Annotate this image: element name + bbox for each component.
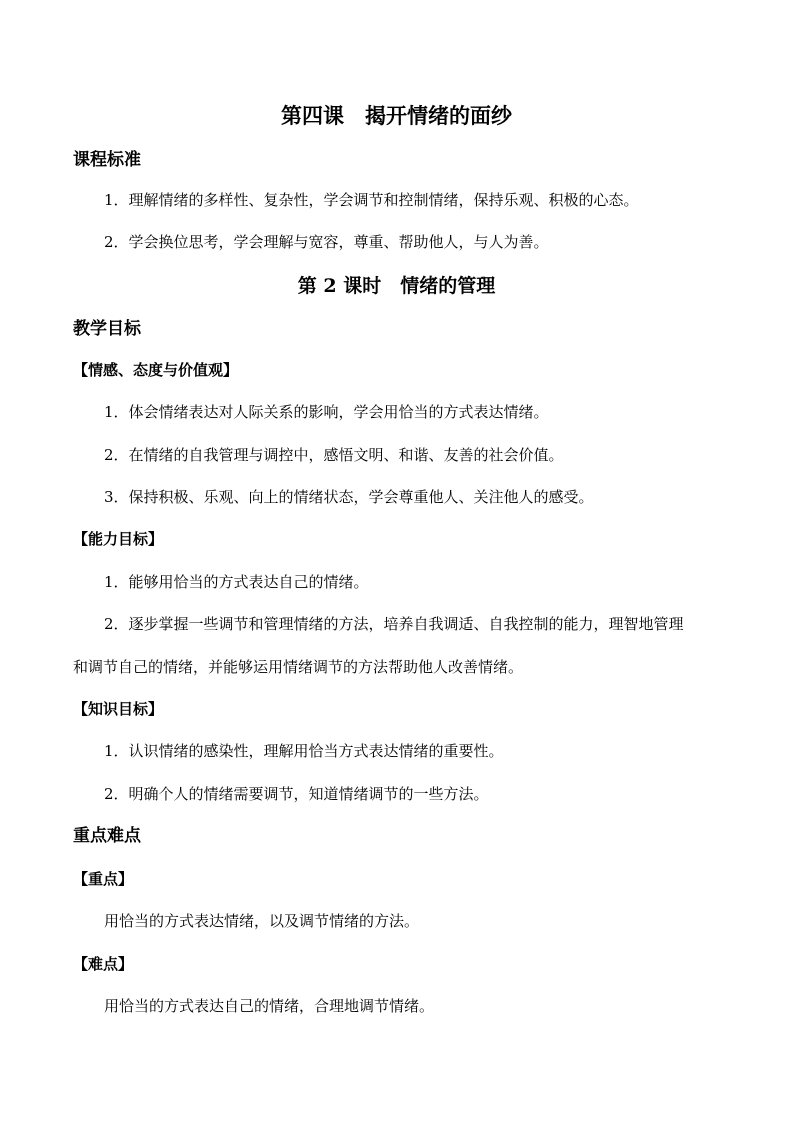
ability-goals-label: 【能力目标】 xyxy=(73,530,164,548)
key-point-text: 用恰当的方式表达情绪，以及调节情绪的方法。 xyxy=(104,912,420,930)
emotion-goal-item-2: 2．在情绪的自我管理与调控中，感悟文明、和谐、友善的社会价值。 xyxy=(104,446,564,464)
course-standard-item-2: 2．学会换位思考，学会理解与宽容，尊重、帮助他人，与人为善。 xyxy=(104,233,549,251)
difficult-point-text: 用恰当的方式表达自己的情绪，合理地调节情绪。 xyxy=(104,997,435,1015)
difficult-point-label: 【难点】 xyxy=(73,955,134,973)
ability-goal-item-2-line-2: 和调节自己的情绪，并能够运用情绪调节的方法帮助他人改善情绪。 xyxy=(73,658,524,676)
emotion-goal-item-3: 3．保持积极、乐观、向上的情绪状态，学会尊重他人、关注他人的感受。 xyxy=(104,488,594,506)
emotion-goal-item-1: 1．体会情绪表达对人际关系的影响，学会用恰当的方式表达情绪。 xyxy=(104,403,549,421)
lesson-unit-title: 第四课 揭开情绪的面纱 xyxy=(281,103,512,128)
knowledge-goal-item-2: 2．明确个人的情绪需要调节，知道情绪调节的一些方法。 xyxy=(104,785,489,803)
course-standard-heading: 课程标准 xyxy=(73,150,141,170)
key-points-heading: 重点难点 xyxy=(73,826,141,846)
knowledge-goal-item-1: 1．认识情绪的感染性，理解用恰当方式表达情绪的重要性。 xyxy=(104,742,504,760)
teaching-goals-heading: 教学目标 xyxy=(73,319,141,339)
knowledge-goals-label: 【知识目标】 xyxy=(73,700,164,718)
course-standard-item-1: 1．理解情绪的多样性、复杂性，学会调节和控制情绪，保持乐观、积极的心态。 xyxy=(104,191,639,209)
emotion-goals-label: 【情感、态度与价值观】 xyxy=(73,361,239,379)
ability-goal-item-1: 1．能够用恰当的方式表达自己的情绪。 xyxy=(104,573,369,591)
key-point-label: 【重点】 xyxy=(73,870,134,888)
lesson-period-title: 第 2 课时 情绪的管理 xyxy=(297,275,496,297)
ability-goal-item-2-line-1: 2．逐步掌握一些调节和管理情绪的方法，培养自我调适、自我控制的能力，理智地管理 xyxy=(104,615,684,633)
